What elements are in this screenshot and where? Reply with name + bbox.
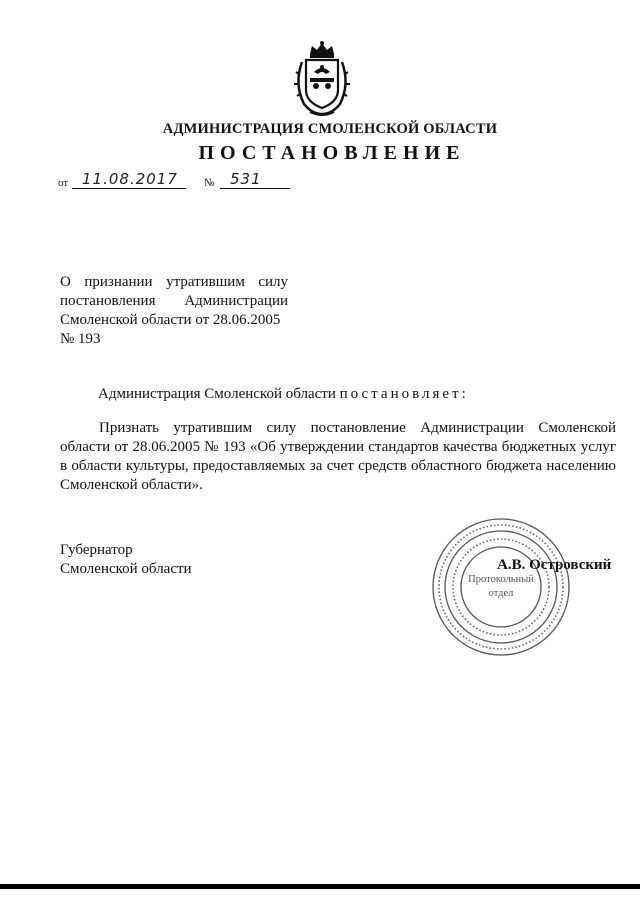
signer-title-line: Губернатор [60,542,133,558]
decree-body-paragraph: Признать утратившим силу постановление Администрации Смоленской области от 28.06.2005 № 193 «Об утверждении стандартов качества бюджетных услуг в области культуры, предоставляемых за счет средств областного бюджета населению Смоленской области». [60,420,616,493]
stamp-center-line: отдел [488,588,514,599]
number-label: № [204,177,215,189]
date-label: от [58,177,69,189]
signer-title-block [60,541,192,579]
decree-intro-lead: Администрация Смоленской области [98,386,336,402]
organization-title: АДМИНИСТРАЦИЯ СМОЛЕНСКОЙ ОБЛАСТИ [162,121,498,137]
date-underline [72,188,186,189]
number-handwritten: 531 [230,170,262,188]
official-stamp [430,516,572,658]
signer-name: А.В. Островский [497,557,612,573]
date-handwritten: 11.08.2017 [82,170,178,188]
subject-line: постановления Администрации [60,293,288,309]
date-number-row [58,171,298,191]
number-underline [220,188,290,189]
signer-title-line: Смоленской области [60,561,192,577]
document-type-title: ПОСТАНОВЛЕНИЕ [198,142,466,164]
decree-intro-verb: постановляет: [339,386,469,402]
bottom-scan-edge [0,884,640,889]
subject-line: Смоленской области от 28.06.2005 [60,312,281,328]
decree-intro [98,386,469,403]
document-subject [60,273,288,349]
subject-line: № 193 [60,331,101,347]
coat-of-arms-emblem [290,40,354,118]
stamp-center-line: Протокольный [468,574,534,585]
subject-line: О признании утратившим силу [60,274,288,290]
